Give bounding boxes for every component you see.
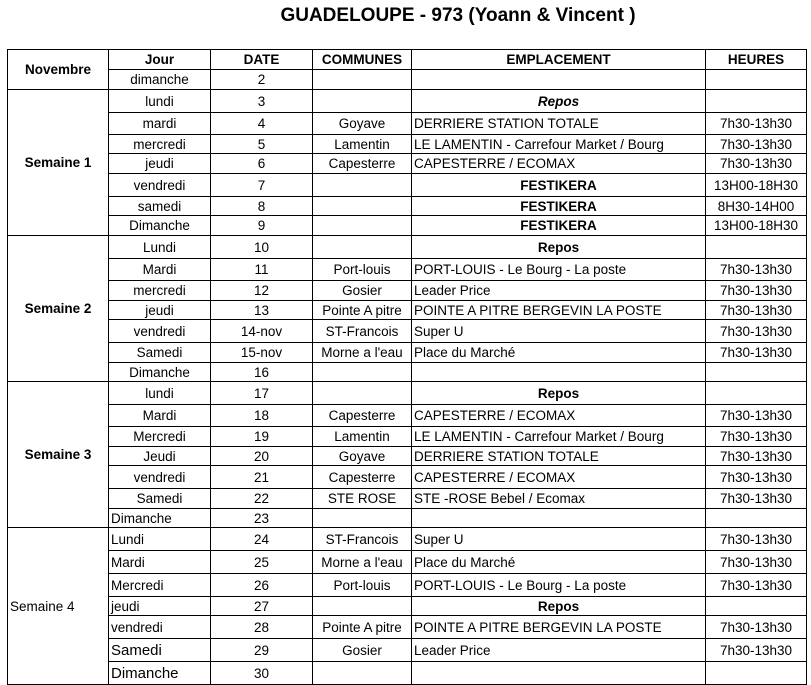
cell-emplacement: Leader Price: [412, 639, 706, 662]
cell-heures: [706, 236, 807, 259]
cell-date: 26: [211, 574, 313, 597]
cell-jour: Mardi: [109, 405, 211, 427]
cell-jour: mercredi: [109, 135, 211, 154]
cell-commune: Gosier: [313, 281, 412, 301]
cell-date: 7: [211, 174, 313, 197]
table-row: [8, 662, 807, 685]
cell-commune: Capesterre: [313, 466, 412, 489]
table-row: [8, 551, 807, 574]
table-row: [8, 301, 807, 320]
cell-jour: Samedi: [109, 343, 211, 363]
table-row: [8, 405, 807, 427]
table-row: [8, 509, 807, 528]
cell-emplacement: Place du Marché: [412, 343, 706, 363]
cell-date: 24: [211, 528, 313, 551]
cell-emplacement: Super U: [412, 528, 706, 551]
cell-emplacement: CAPESTERRE / ECOMAX: [412, 154, 706, 174]
header-emplacement: EMPLACEMENT: [412, 50, 706, 70]
schedule-body: [8, 50, 807, 685]
cell-commune: [313, 90, 412, 113]
cell-commune: STE ROSE: [313, 489, 412, 509]
cell-jour: Dimanche: [109, 662, 211, 685]
cell-commune: Gosier: [313, 639, 412, 662]
table-row: [8, 154, 807, 174]
cell-jour: Dimanche: [109, 216, 211, 236]
table-row: [8, 113, 807, 135]
cell-commune: Pointe A pitre: [313, 616, 412, 639]
cell-heures: 7h30-13h30: [706, 427, 807, 447]
table-row: [8, 528, 807, 551]
cell-heures: 8H30-14H00: [706, 197, 807, 216]
table-row: [8, 616, 807, 639]
cell-commune: Port-louis: [313, 574, 412, 597]
cell-jour: mardi: [109, 113, 211, 135]
cell-commune: [313, 509, 412, 528]
cell-emplacement: POINTE A PITRE BERGEVIN LA POSTE: [412, 301, 706, 320]
cell-heures: 7h30-13h30: [706, 466, 807, 489]
cell-date: 18: [211, 405, 313, 427]
cell-date: 30: [211, 662, 313, 685]
table-row: [8, 489, 807, 509]
cell-jour: Lundi: [109, 528, 211, 551]
cell-jour: Mardi: [109, 551, 211, 574]
cell-date: 15-nov: [211, 343, 313, 363]
cell-commune: [313, 382, 412, 405]
cell-date: 23: [211, 509, 313, 528]
cell-heures: 7h30-13h30: [706, 154, 807, 174]
cell-date: 6: [211, 154, 313, 174]
cell-jour: Mercredi: [109, 574, 211, 597]
cell-jour: Jeudi: [109, 447, 211, 466]
cell-emplacement: Leader Price: [412, 281, 706, 301]
cell-heures: 7h30-13h30: [706, 489, 807, 509]
cell-commune: ST-Francois: [313, 320, 412, 343]
cell-heures: [706, 90, 807, 113]
week-label: Semaine 4: [8, 528, 109, 685]
table-row: [8, 236, 807, 259]
cell-date: 3: [211, 90, 313, 113]
cell-commune: Goyave: [313, 447, 412, 466]
cell-heures: 7h30-13h30: [706, 405, 807, 427]
cell-date: 8: [211, 197, 313, 216]
cell-heures: 7h30-13h30: [706, 135, 807, 154]
cell-heures: [706, 363, 807, 382]
cell-jour: Samedi: [109, 489, 211, 509]
cell-emplacement: [412, 70, 706, 90]
cell-commune: Lamentin: [313, 427, 412, 447]
table-row: [8, 259, 807, 281]
cell-emplacement: FESTIKERA: [412, 174, 706, 197]
table-row: [8, 281, 807, 301]
cell-emplacement: POINTE A PITRE BERGEVIN LA POSTE: [412, 616, 706, 639]
cell-emplacement: FESTIKERA: [412, 216, 706, 236]
cell-jour: lundi: [109, 90, 211, 113]
cell-date: 9: [211, 216, 313, 236]
cell-date: 5: [211, 135, 313, 154]
cell-emplacement: [412, 509, 706, 528]
cell-jour: Mardi: [109, 259, 211, 281]
table-row: [8, 597, 807, 616]
cell-emplacement: Super U: [412, 320, 706, 343]
header-communes: COMMUNES: [313, 50, 412, 70]
cell-jour: vendredi: [109, 174, 211, 197]
cell-heures: 7h30-13h30: [706, 281, 807, 301]
cell-emplacement: Place du Marché: [412, 551, 706, 574]
cell-emplacement: Repos: [412, 382, 706, 405]
cell-emplacement: PORT-LOUIS - Le Bourg - La poste: [412, 259, 706, 281]
cell-date: 11: [211, 259, 313, 281]
table-row: [8, 343, 807, 363]
table-row: [8, 574, 807, 597]
cell-heures: [706, 70, 807, 90]
cell-emplacement: DERRIERE STATION TOTALE: [412, 447, 706, 466]
week-label: Semaine 3: [8, 382, 109, 528]
cell-jour: jeudi: [109, 301, 211, 320]
cell-heures: 13H00-18H30: [706, 216, 807, 236]
cell-commune: [313, 174, 412, 197]
cell-emplacement: FESTIKERA: [412, 197, 706, 216]
cell-heures: 7h30-13h30: [706, 447, 807, 466]
cell-heures: 7h30-13h30: [706, 528, 807, 551]
table-row: [8, 427, 807, 447]
table-row: [8, 639, 807, 662]
cell-date: 4: [211, 113, 313, 135]
cell-jour: Lundi: [109, 236, 211, 259]
cell-heures: 7h30-13h30: [706, 113, 807, 135]
cell-emplacement: Repos: [412, 90, 706, 113]
cell-emplacement: CAPESTERRE / ECOMAX: [412, 405, 706, 427]
cell-commune: Morne a l'eau: [313, 551, 412, 574]
table-row: [8, 70, 807, 90]
cell-date: 2: [211, 70, 313, 90]
header-date: DATE: [211, 50, 313, 70]
header-heures: HEURES: [706, 50, 807, 70]
cell-date: 14-nov: [211, 320, 313, 343]
cell-date: 19: [211, 427, 313, 447]
cell-commune: [313, 70, 412, 90]
cell-commune: Capesterre: [313, 405, 412, 427]
table-row: [8, 466, 807, 489]
page-title: GUADELOUPE - 973 (Yoann & Vincent ): [280, 5, 636, 26]
cell-jour: jeudi: [109, 597, 211, 616]
cell-jour: samedi: [109, 197, 211, 216]
cell-date: 25: [211, 551, 313, 574]
cell-date: 13: [211, 301, 313, 320]
cell-heures: [706, 382, 807, 405]
cell-jour: Samedi: [109, 639, 211, 662]
cell-date: 21: [211, 466, 313, 489]
week-label: Semaine 1: [8, 90, 109, 236]
cell-commune: Pointe A pitre: [313, 301, 412, 320]
cell-commune: [313, 216, 412, 236]
cell-jour: vendredi: [109, 320, 211, 343]
cell-commune: Morne a l'eau: [313, 343, 412, 363]
cell-date: 10: [211, 236, 313, 259]
cell-emplacement: [412, 662, 706, 685]
cell-commune: Goyave: [313, 113, 412, 135]
header-row: [8, 50, 807, 70]
cell-commune: [313, 597, 412, 616]
cell-jour: Dimanche: [109, 509, 211, 528]
cell-date: 29: [211, 639, 313, 662]
cell-heures: 13H00-18H30: [706, 174, 807, 197]
cell-date: 16: [211, 363, 313, 382]
cell-jour: vendredi: [109, 466, 211, 489]
cell-jour: jeudi: [109, 154, 211, 174]
cell-emplacement: STE -ROSE Bebel / Ecomax: [412, 489, 706, 509]
table-row: [8, 90, 807, 113]
cell-heures: 7h30-13h30: [706, 639, 807, 662]
cell-jour: lundi: [109, 382, 211, 405]
cell-heures: 7h30-13h30: [706, 343, 807, 363]
table-row: [8, 174, 807, 197]
cell-jour: mercredi: [109, 281, 211, 301]
cell-emplacement: [412, 363, 706, 382]
cell-commune: [313, 197, 412, 216]
cell-heures: [706, 509, 807, 528]
cell-commune: [313, 662, 412, 685]
cell-date: 17: [211, 382, 313, 405]
cell-heures: 7h30-13h30: [706, 616, 807, 639]
table-row: [8, 135, 807, 154]
cell-emplacement: PORT-LOUIS - Le Bourg - La poste: [412, 574, 706, 597]
header-jour: Jour: [109, 50, 211, 70]
cell-date: 20: [211, 447, 313, 466]
cell-emplacement: Repos: [412, 597, 706, 616]
cell-jour: vendredi: [109, 616, 211, 639]
cell-date: 27: [211, 597, 313, 616]
week-label: Semaine 2: [8, 236, 109, 382]
cell-heures: [706, 597, 807, 616]
cell-date: 12: [211, 281, 313, 301]
cell-emplacement: Repos: [412, 236, 706, 259]
cell-jour: Mercredi: [109, 427, 211, 447]
cell-date: 22: [211, 489, 313, 509]
cell-heures: 7h30-13h30: [706, 320, 807, 343]
cell-commune: ST-Francois: [313, 528, 412, 551]
cell-heures: 7h30-13h30: [706, 574, 807, 597]
cell-jour: dimanche: [109, 70, 211, 90]
cell-emplacement: CAPESTERRE / ECOMAX: [412, 466, 706, 489]
cell-heures: 7h30-13h30: [706, 551, 807, 574]
cell-jour: Dimanche: [109, 363, 211, 382]
cell-commune: Port-louis: [313, 259, 412, 281]
cell-heures: 7h30-13h30: [706, 301, 807, 320]
table-row: [8, 382, 807, 405]
cell-date: 28: [211, 616, 313, 639]
cell-commune: Capesterre: [313, 154, 412, 174]
table-row: [8, 320, 807, 343]
schedule-table: [7, 49, 807, 685]
cell-emplacement: LE LAMENTIN - Carrefour Market / Bourg: [412, 427, 706, 447]
cell-heures: [706, 662, 807, 685]
cell-commune: [313, 236, 412, 259]
cell-commune: Lamentin: [313, 135, 412, 154]
table-row: [8, 363, 807, 382]
cell-heures: 7h30-13h30: [706, 259, 807, 281]
cell-commune: [313, 363, 412, 382]
cell-emplacement: DERRIERE STATION TOTALE: [412, 113, 706, 135]
table-row: [8, 216, 807, 236]
table-row: [8, 447, 807, 466]
cell-emplacement: LE LAMENTIN - Carrefour Market / Bourg: [412, 135, 706, 154]
month-label: Novembre: [8, 50, 109, 90]
table-row: [8, 197, 807, 216]
